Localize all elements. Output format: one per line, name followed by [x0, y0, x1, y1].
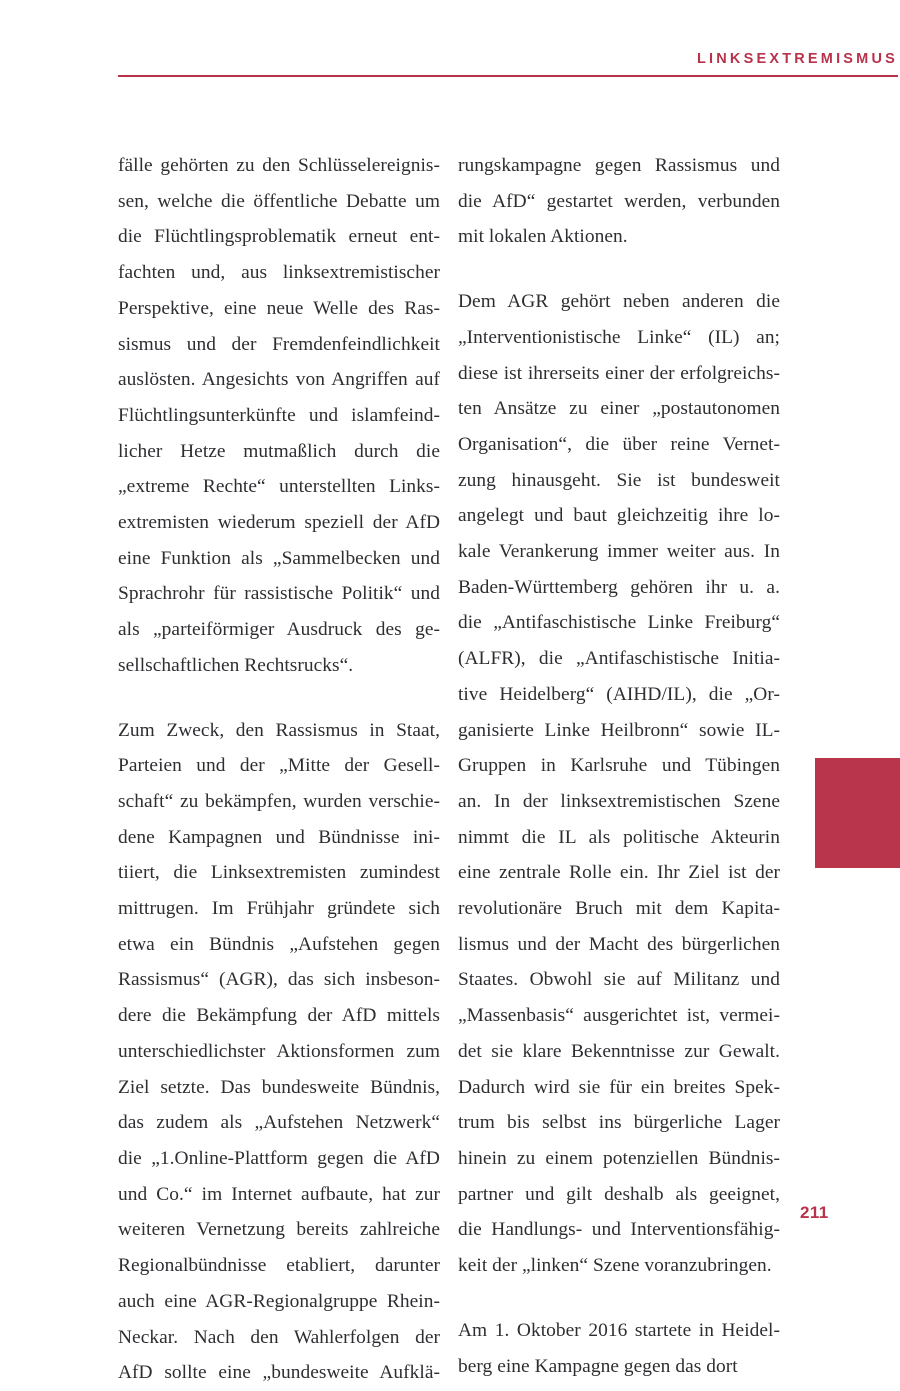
text-line: nimmt die IL als politische Akteurin [458, 826, 780, 848]
text-line: partner und gilt deshalb als geeignet, [458, 1183, 780, 1205]
text-line: dere die Bekämpfung der AfD mittels [118, 1005, 440, 1027]
text-line: AfD sollte eine „bundesweite Aufklä- [118, 1362, 440, 1384]
text-line: Dem AGR gehört neben anderen die [458, 291, 780, 313]
paragraph [118, 148, 440, 684]
text-line: die Handlungs- und Interventionsfähig- [458, 1219, 780, 1241]
text-line: rungskampagne gegen Rassismus und [458, 155, 780, 176]
text-line: keit der „linken“ Szene voranzubringen. [458, 1255, 772, 1277]
text-line: die Flüchtlingsproblematik erneut ent- [118, 226, 440, 248]
text-line: auch eine AGR-Regionalgruppe Rhein- [118, 1290, 440, 1312]
text-line: hinein zu einem potenziellen Bündnis- [458, 1147, 780, 1169]
text-line: Parteien und der „Mitte der Gesell- [118, 755, 440, 777]
text-line: Perspektive, eine neue Welle des Ras- [118, 297, 440, 319]
text-line: unterschiedlichster Aktionsformen zum [118, 1040, 440, 1062]
text-line: tiiert, die Linksextremisten zumindest [118, 862, 440, 884]
text-line: Am 1. Oktober 2016 startete in Heidel- [458, 1319, 780, 1341]
text-line: schaft“ zu bekämpfen, wurden verschie- [118, 790, 440, 812]
text-line: als „parteiförmiger Ausdruck des ge- [118, 619, 440, 641]
text-line: angelegt und baut gleichzeitig ihre lo- [458, 505, 780, 527]
text-line: eine zentrale Rolle ein. Ihr Ziel ist der [458, 862, 780, 884]
paragraph [458, 148, 780, 255]
text-column-right [458, 148, 780, 1377]
text-line: ten Ansätze zu einer „postautonomen [458, 398, 780, 420]
text-line: die „Antifaschistische Linke Freiburg“ [458, 612, 780, 634]
text-column-left [118, 148, 440, 1384]
text-line: ganisierte Linke Heilbronn“ sowie IL- [458, 719, 780, 741]
text-line: die „1.Online-Plattform gegen die AfD [118, 1147, 440, 1169]
text-line: kale Verankerung immer weiter aus. In [458, 541, 780, 563]
text-line: tive Heidelberg“ (AIHD/IL), die „Or- [458, 683, 780, 705]
text-line: auslösten. Angesichts von Angriffen auf [118, 369, 440, 391]
text-line: Zum Zweck, den Rassismus in Staat, [118, 719, 440, 741]
text-line: revolutionäre Bruch mit dem Kapita- [458, 898, 780, 920]
text-line: Regionalbündnisse etabliert, darunter [118, 1255, 440, 1277]
text-line: sismus und der Fremdenfeindlichkeit [118, 333, 440, 355]
text-line: zung hinausgeht. Sie ist bundesweit [458, 469, 780, 491]
paragraph [458, 1313, 780, 1384]
text-line: die AfD“ gestartet werden, verbunden [458, 190, 780, 212]
text-line: Organisation“, die über reine Vernet- [458, 433, 780, 455]
text-line: Staates. Obwohl sie auf Militanz und [458, 969, 780, 991]
text-line: fälle gehörten zu den Schlüsselereignis- [118, 155, 440, 176]
text-line: weiteren Vernetzung bereits zahlreiche [118, 1219, 440, 1241]
text-line: „Interventionistische Linke“ (IL) an; [458, 326, 780, 348]
text-line: trum bis selbst ins bürgerliche Lager [458, 1112, 780, 1134]
text-line: eine Funktion als „Sammelbecken und [118, 547, 440, 569]
text-line: Flüchtlingsunterkünfte und islamfeind- [118, 404, 440, 426]
body-text-columns [118, 148, 780, 1384]
header-rule [118, 75, 898, 77]
text-line: licher Hetze mutmaßlich durch die [118, 440, 440, 462]
text-line: an. In der linksextremistischen Szene [458, 790, 780, 812]
text-line: sellschaftlichen Rechtsrucks“. [118, 654, 354, 676]
text-line: berg eine Kampagne gegen das dort [458, 1355, 738, 1377]
running-header-title: LINKSEXTREMISMUS [696, 51, 898, 67]
text-line: Gruppen in Karlsruhe und Tübingen [458, 755, 780, 777]
page-number: 211 [800, 1203, 829, 1222]
text-line: und Co.“ im Internet aufbaute, hat zur [118, 1183, 440, 1205]
text-line: Ziel setzte. Das bundesweite Bündnis, [118, 1076, 440, 1098]
text-line: sen, welche die öffentliche Debatte um [118, 190, 440, 212]
text-line: Rassismus“ (AGR), das sich insbeson- [118, 969, 440, 991]
text-line: mittrugen. Im Frühjahr gründete sich [118, 898, 440, 920]
text-line: Dadurch wird sie für ein breites Spek- [458, 1076, 780, 1098]
text-line: Neckar. Nach den Wahlerfolgen der [118, 1326, 440, 1348]
text-line: Baden-Württemberg gehören ihr u. a. [458, 576, 780, 598]
text-line: extremisten wiederum speziell der AfD [118, 512, 440, 534]
paragraph [458, 284, 780, 1284]
text-line: mit lokalen Aktionen. [458, 226, 628, 248]
text-line: det sie klare Bekenntnisse zur Gewalt. [458, 1040, 780, 1062]
text-line: diese ist ihrerseits einer der erfolgreichs- [458, 362, 780, 384]
text-line: dene Kampagnen und Bündnisse ini- [118, 826, 440, 848]
text-line: etwa ein Bündnis „Aufstehen gegen [118, 933, 440, 955]
text-line: „extreme Rechte“ unterstellten Links- [118, 476, 440, 498]
text-line: Sprachrohr für rassistische Politik“ und [118, 583, 440, 605]
section-edge-tab [815, 758, 900, 868]
text-line: lismus und der Macht des bürgerlichen [458, 933, 780, 955]
text-line: „Massenbasis“ ausgerichtet ist, vermei- [458, 1005, 780, 1027]
text-line: fachten und, aus linksextremistischer [118, 262, 440, 284]
text-line: das zudem als „Aufstehen Netzwerk“ [118, 1112, 440, 1134]
text-line: (ALFR), die „Antifaschistische Initia- [458, 648, 780, 670]
paragraph [118, 713, 440, 1391]
